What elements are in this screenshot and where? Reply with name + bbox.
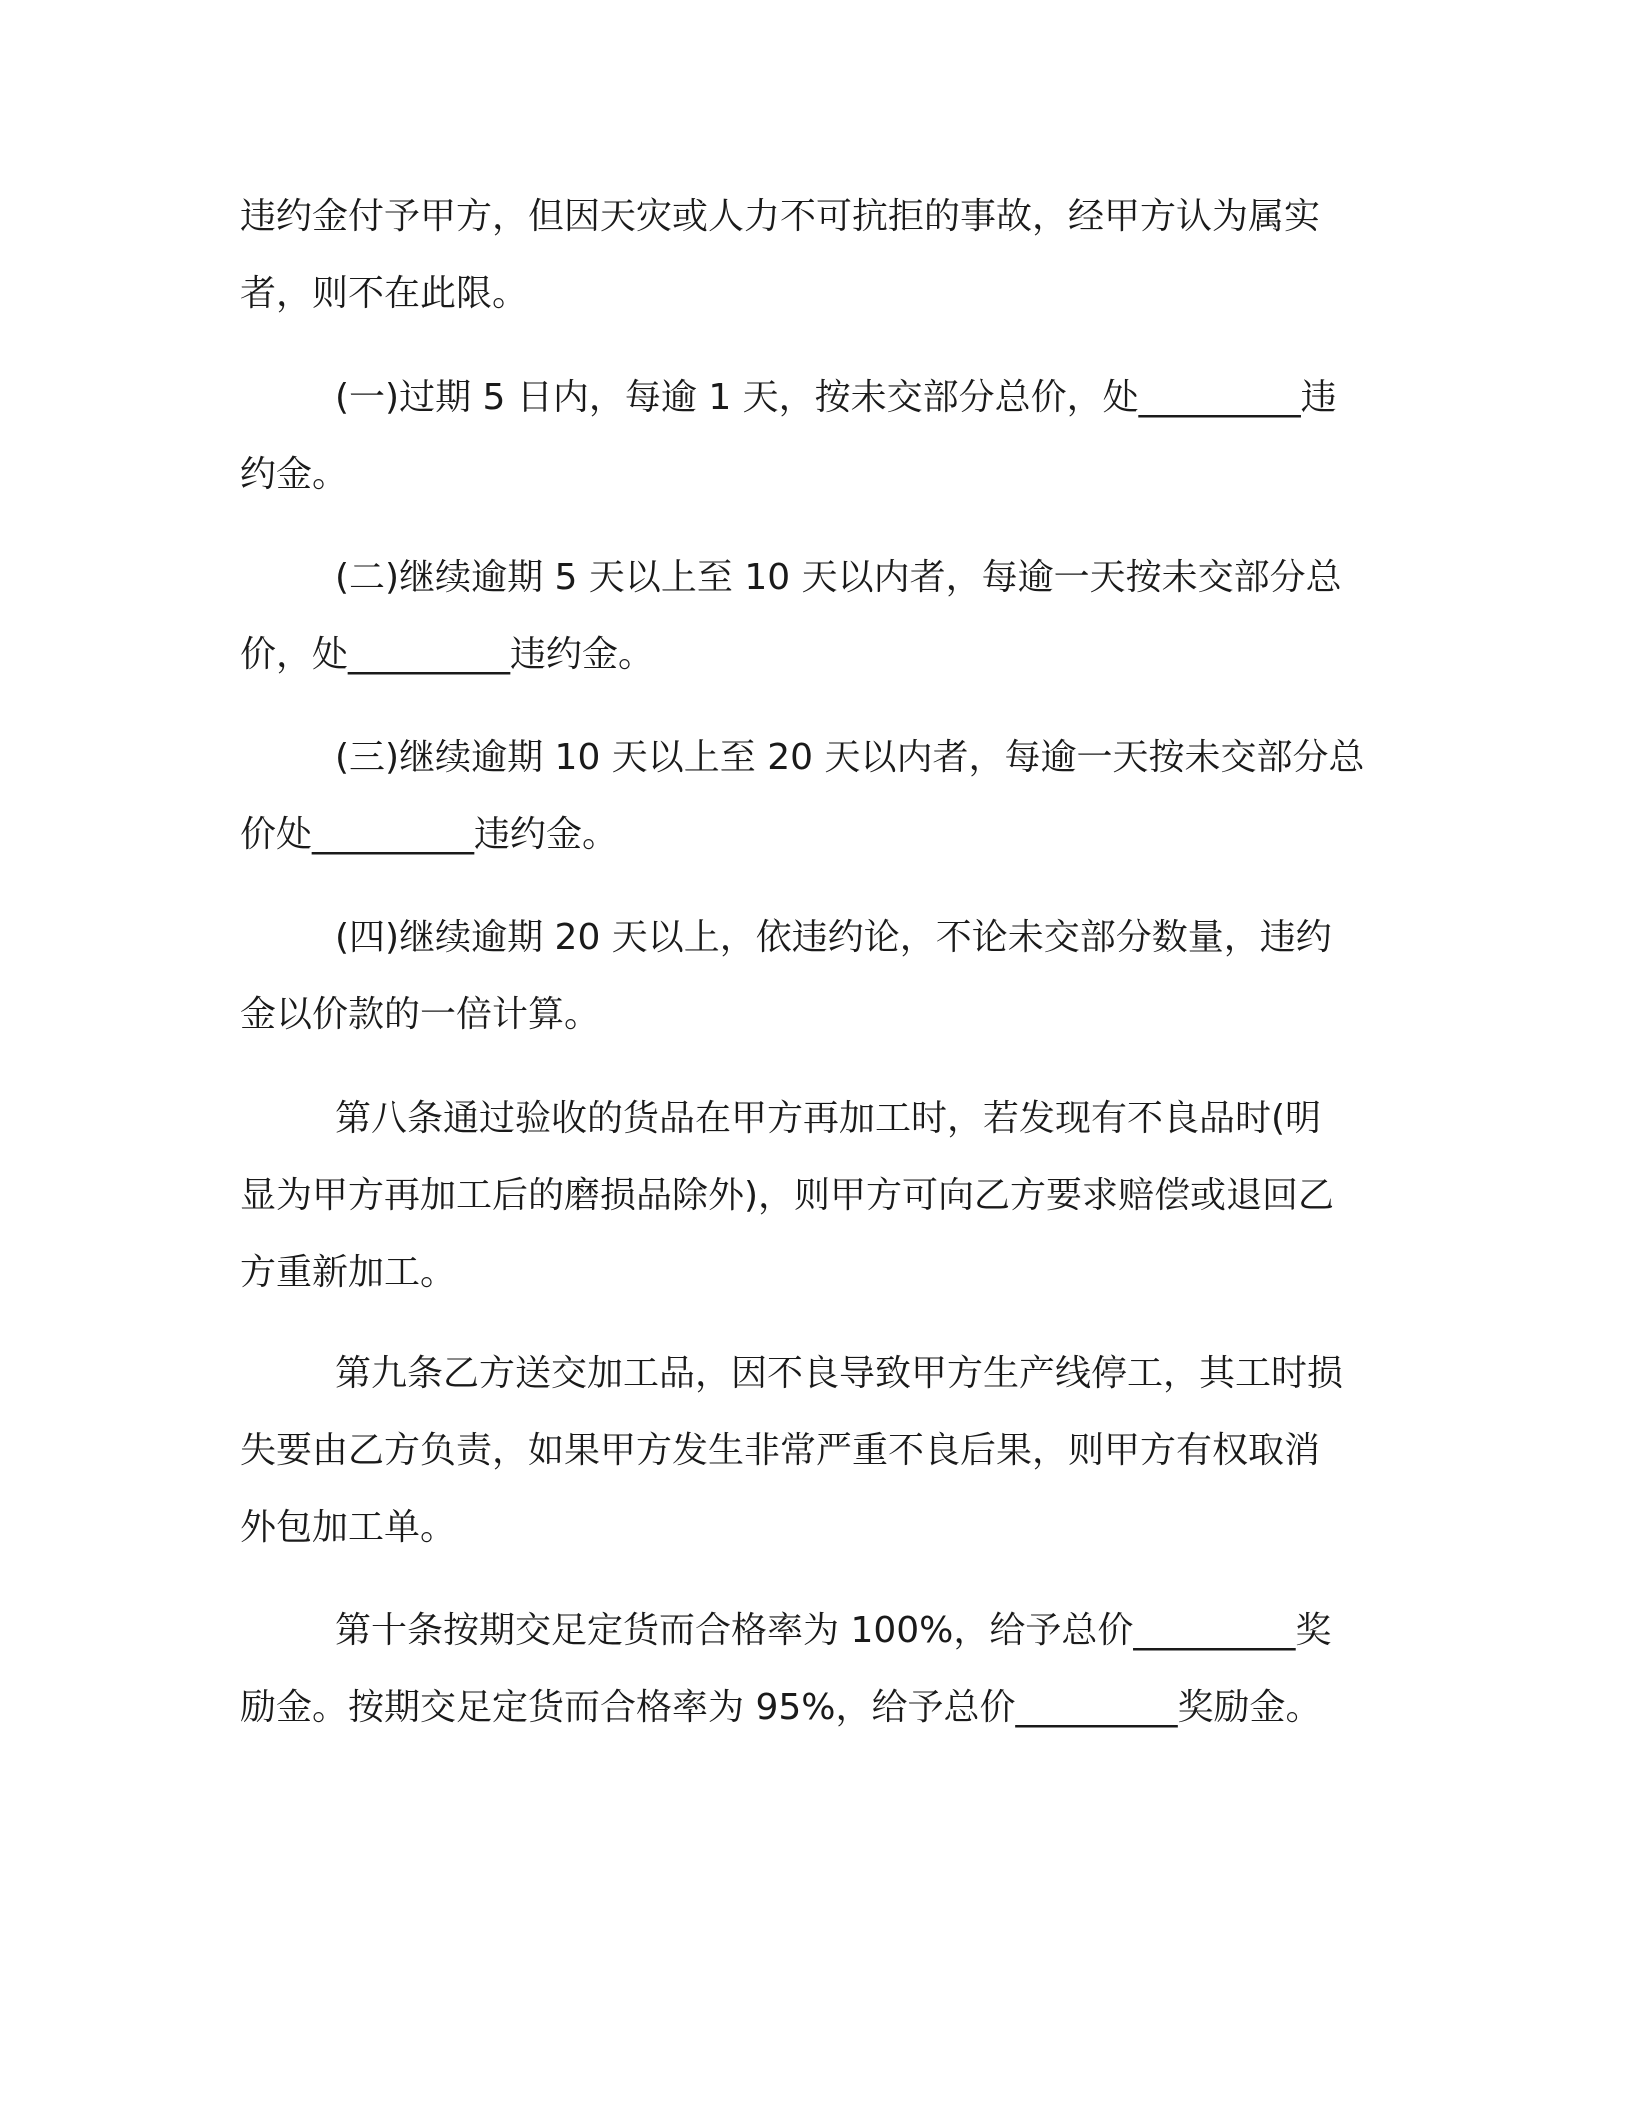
text-line: 第八条通过验收的货品在甲方再加工时，若发现有不良品时(明 xyxy=(335,1098,1322,1139)
text-line: 者，则不在此限。 xyxy=(240,273,529,314)
text-line: 价处_________违约金。 xyxy=(240,814,619,855)
paragraph-clause-2 xyxy=(240,539,1370,693)
text-line: 第十条按期交足定货而合格率为 100%，给予总价_________奖 xyxy=(335,1610,1332,1651)
text-line: (一)过期 5 日内，每逾 1 天，按未交部分总价，处_________违 xyxy=(335,377,1337,418)
paragraph-clause-4 xyxy=(240,899,1370,1053)
paragraph-clause-1 xyxy=(240,359,1370,513)
text-line: 失要由乙方负责，如果甲方发生非常严重不良后果，则甲方有权取消 xyxy=(240,1430,1321,1471)
paragraph-article-8 xyxy=(240,1080,1370,1311)
text-line: 励金。按期交足定货而合格率为 95%，给予总价_________奖励金。 xyxy=(240,1687,1322,1728)
text-line: 方重新加工。 xyxy=(240,1252,457,1293)
paragraph-clause-3 xyxy=(240,719,1370,873)
text-line: 约金。 xyxy=(240,454,349,495)
text-line: (二)继续逾期 5 天以上至 10 天以内者，每逾一天按未交部分总 xyxy=(335,557,1342,598)
text-line: (三)继续逾期 10 天以上至 20 天以内者，每逾一天按未交部分总 xyxy=(335,737,1365,778)
paragraph-article-10 xyxy=(240,1592,1370,1746)
text-line: 第九条乙方送交加工品，因不良导致甲方生产线停工，其工时损 xyxy=(335,1353,1344,1394)
text-line: 价，处_________违约金。 xyxy=(240,634,655,675)
paragraph-force-majeure xyxy=(240,178,1370,332)
text-line: 违约金付予甲方，但因天灾或人力不可抗拒的事故，经甲方认为属实 xyxy=(240,196,1321,237)
text-line: (四)继续逾期 20 天以上，依违约论，不论未交部分数量，违约 xyxy=(335,917,1332,958)
text-line: 显为甲方再加工后的磨损品除外)，则甲方可向乙方要求赔偿或退回乙 xyxy=(240,1175,1335,1216)
text-line: 外包加工单。 xyxy=(240,1507,457,1548)
paragraph-article-9 xyxy=(240,1335,1370,1566)
text-line: 金以价款的一倍计算。 xyxy=(240,994,601,1035)
